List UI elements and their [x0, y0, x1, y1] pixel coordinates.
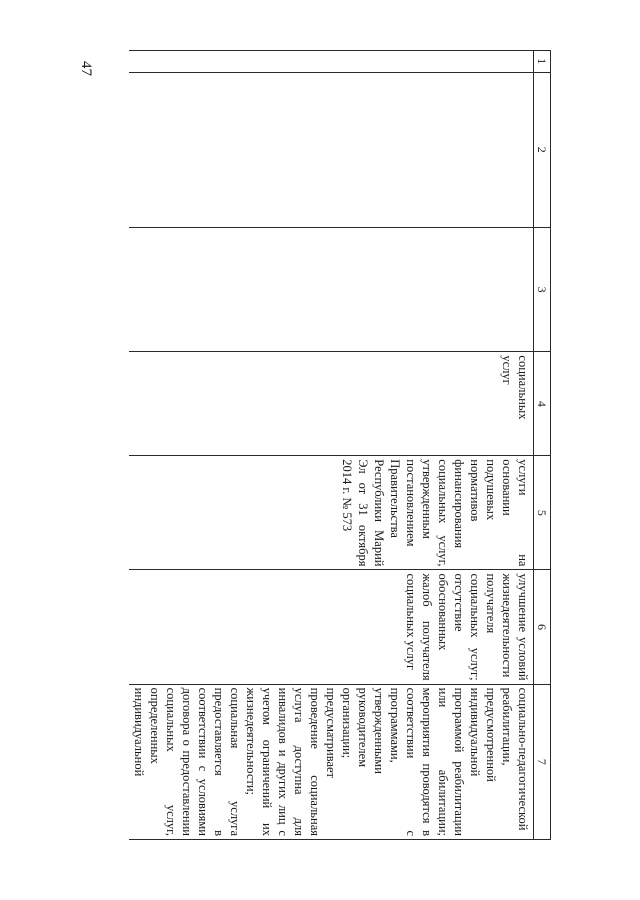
page-number: 47: [78, 61, 94, 76]
header-row: [534, 51, 551, 840]
header-col-7: 7: [534, 684, 551, 839]
header-col-1: 1: [534, 51, 551, 73]
header-col-6: 6: [534, 570, 551, 684]
cell-col-5: услуги на основании подушевых нормативов финансирования социальных услуг, утвержденным постановлением Правительства Республики Марий Эл от 31 октября 2014 г. № 573: [129, 456, 534, 570]
cell-col-3: [129, 227, 534, 351]
rotated-table-frame: [111, 50, 551, 840]
header-col-5: 5: [534, 456, 551, 570]
header-col-4: 4: [534, 352, 551, 456]
header-col-2: 2: [534, 72, 551, 227]
cell-col-2: [129, 72, 534, 227]
cell-col-4: социальных услуг: [129, 352, 534, 456]
cell-col-6: улучшение условий жизнедеятельности получателя социальных услуг; отсутствие обоснованных жалоб получателя социальных услуг: [129, 570, 534, 684]
header-col-3: 3: [534, 227, 551, 351]
cell-col-1: [129, 51, 534, 73]
cell-col-7: социально-педагогической реабилитации, предусмотренной индивидуальной программой реабилитации или абилитации; мероприятия проводятся в соответствии с программами, утвержденными руководителем организации; предусматривает проведение социальная услуга доступна для инвалидов и других лиц с учетом ограничений их жизнедеятельности; социальная услуга предоставляется в соответствии с условиями договора о предоставлении социальных услуг, определенных индивидуальной: [129, 684, 534, 839]
services-table: [129, 50, 551, 840]
table-row: [129, 51, 534, 840]
